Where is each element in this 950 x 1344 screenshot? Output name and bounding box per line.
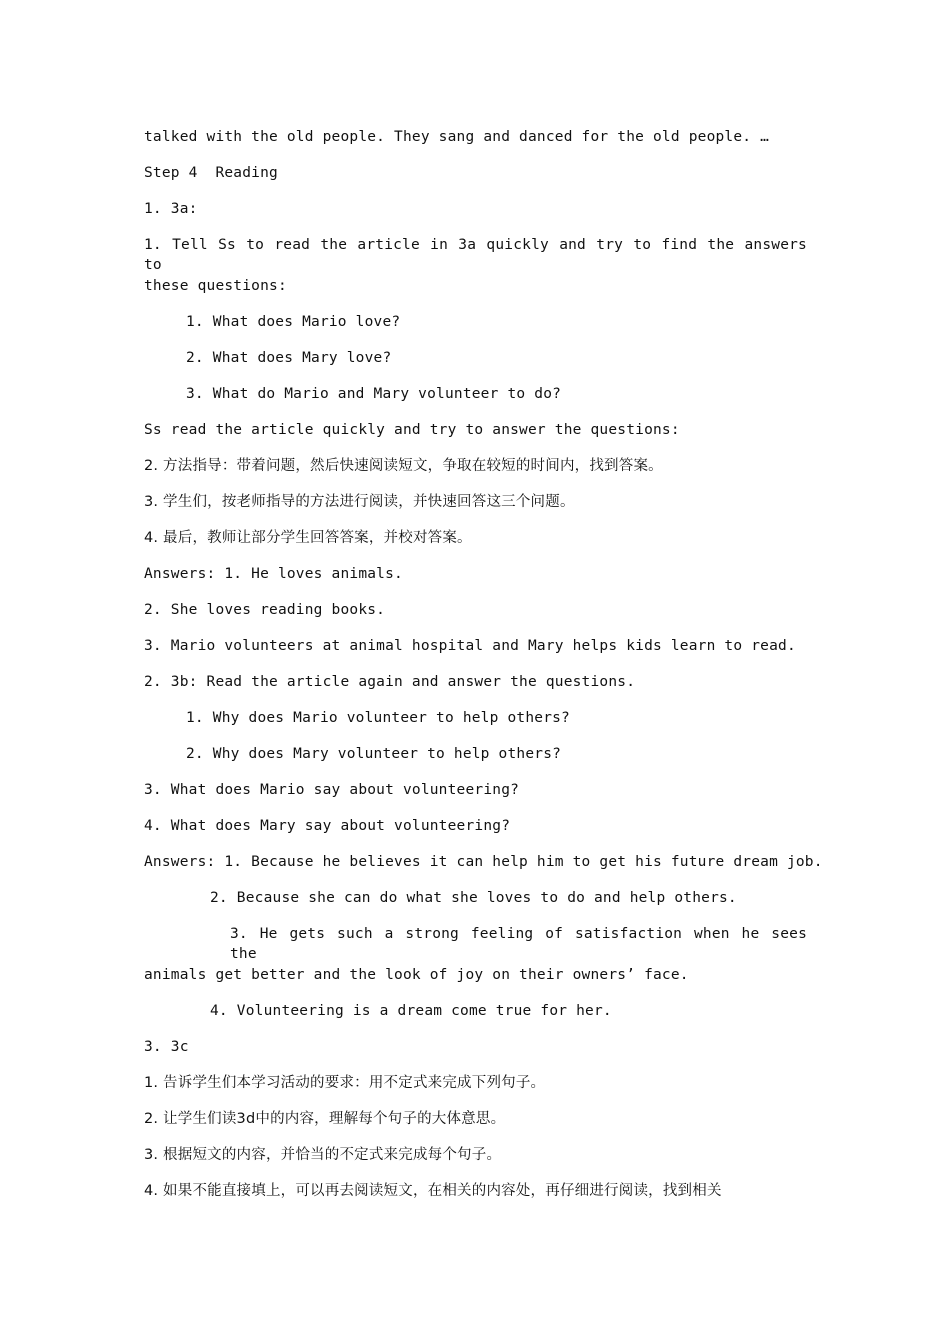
step-4-heading: Step 4 Reading — [144, 165, 278, 181]
answers-3b-1: Answers: 1. Because he believes it can help him to get his future dream job. — [144, 854, 823, 870]
text-line-11: 3. 学生们，按老师指导的方法进行阅读，并快速回答这三个问题。 — [144, 494, 575, 510]
text-line-30: 4. 如果不能直接填上，可以再去阅读短文，在相关的内容处，再仔细进行阅读，找到相关 — [144, 1183, 722, 1199]
text-line-1: talked with the old people. They sang and danced for the old people. … — [144, 129, 770, 145]
text-line-10: 2. 方法指导：带着问题，然后快速阅读短文，争取在较短的时间内，找到答案。 — [144, 458, 663, 474]
answers-3b-3-cont: animals get better and the look of joy on their owners’ face. — [144, 967, 689, 983]
question-3: 3. What do Mario and Mary volunteer to do? — [186, 386, 562, 402]
question-3b-3: 3. What does Mario say about volunteering? — [144, 782, 520, 798]
section-3a-label: 1. 3a: — [144, 201, 198, 217]
question-3b-2: 2. Why does Mary volunteer to help others? — [186, 746, 562, 762]
answers-3b-4: 4. Volunteering is a dream come true for her. — [210, 1003, 612, 1019]
text-line-28: 2. 让学生们读3d中的内容，理解每个句子的大体意思。 — [144, 1111, 506, 1127]
question-1: 1. What does Mario love? — [186, 314, 401, 330]
text-line-5: these questions: — [144, 278, 287, 294]
section-3c-label: 3. 3c — [144, 1039, 189, 1055]
question-3b-1: 1. Why does Mario volunteer to help others? — [186, 710, 570, 726]
question-3b-4: 4. What does Mary say about volunteering? — [144, 818, 511, 834]
text-line-12: 4. 最后，教师让部分学生回答答案，并校对答案。 — [144, 530, 472, 546]
answers-line-1: Answers: 1. He loves animals. — [144, 566, 403, 582]
answers-3b-2: 2. Because she can do what she loves to do and help others. — [210, 890, 737, 906]
section-3b-label: 2. 3b: Read the article again and answer the questions. — [144, 674, 636, 690]
answers-line-3: 3. Mario volunteers at animal hospital and Mary helps kids learn to read. — [144, 638, 796, 654]
text-line-27: 1. 告诉学生们本学习活动的要求：用不定式来完成下列句子。 — [144, 1075, 546, 1091]
text-line-9: Ss read the article quickly and try to answer the questions: — [144, 422, 680, 438]
text-line-4: 1. Tell Ss to read the article in 3a quickly and try to find the answers to — [144, 237, 807, 273]
answers-3b-3: 3. He gets such a strong feeling of satisfaction when he sees the — [230, 926, 807, 962]
answers-line-2: 2. She loves reading books. — [144, 602, 386, 618]
question-2: 2. What does Mary love? — [186, 350, 392, 366]
text-line-29: 3. 根据短文的内容，并恰当的不定式来完成每个句子。 — [144, 1147, 502, 1163]
